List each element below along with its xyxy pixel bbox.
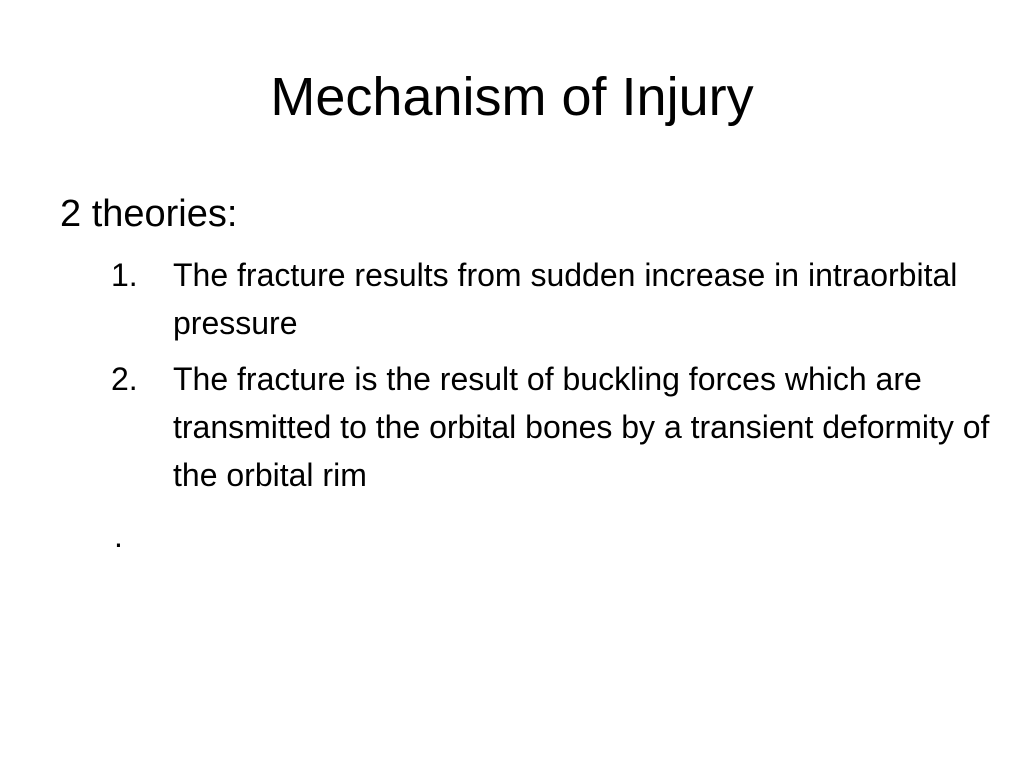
- list-item-text: The fracture is the result of buckling forces which are transmitted to the orbital bones by a transient deformity of the orbital rim: [173, 361, 990, 493]
- list-item: [111, 355, 991, 499]
- list-item-number: 1.: [111, 257, 138, 293]
- list-item: [111, 251, 991, 347]
- slide-title: Mechanism of Injury: [270, 67, 754, 127]
- theories-heading: 2 theories:: [60, 193, 238, 235]
- trailing-mark: .: [114, 518, 123, 554]
- list-item-number: 2.: [111, 361, 138, 397]
- theories-list: [111, 251, 991, 507]
- list-item-text: The fracture results from sudden increase in intraorbital pressure: [173, 257, 958, 341]
